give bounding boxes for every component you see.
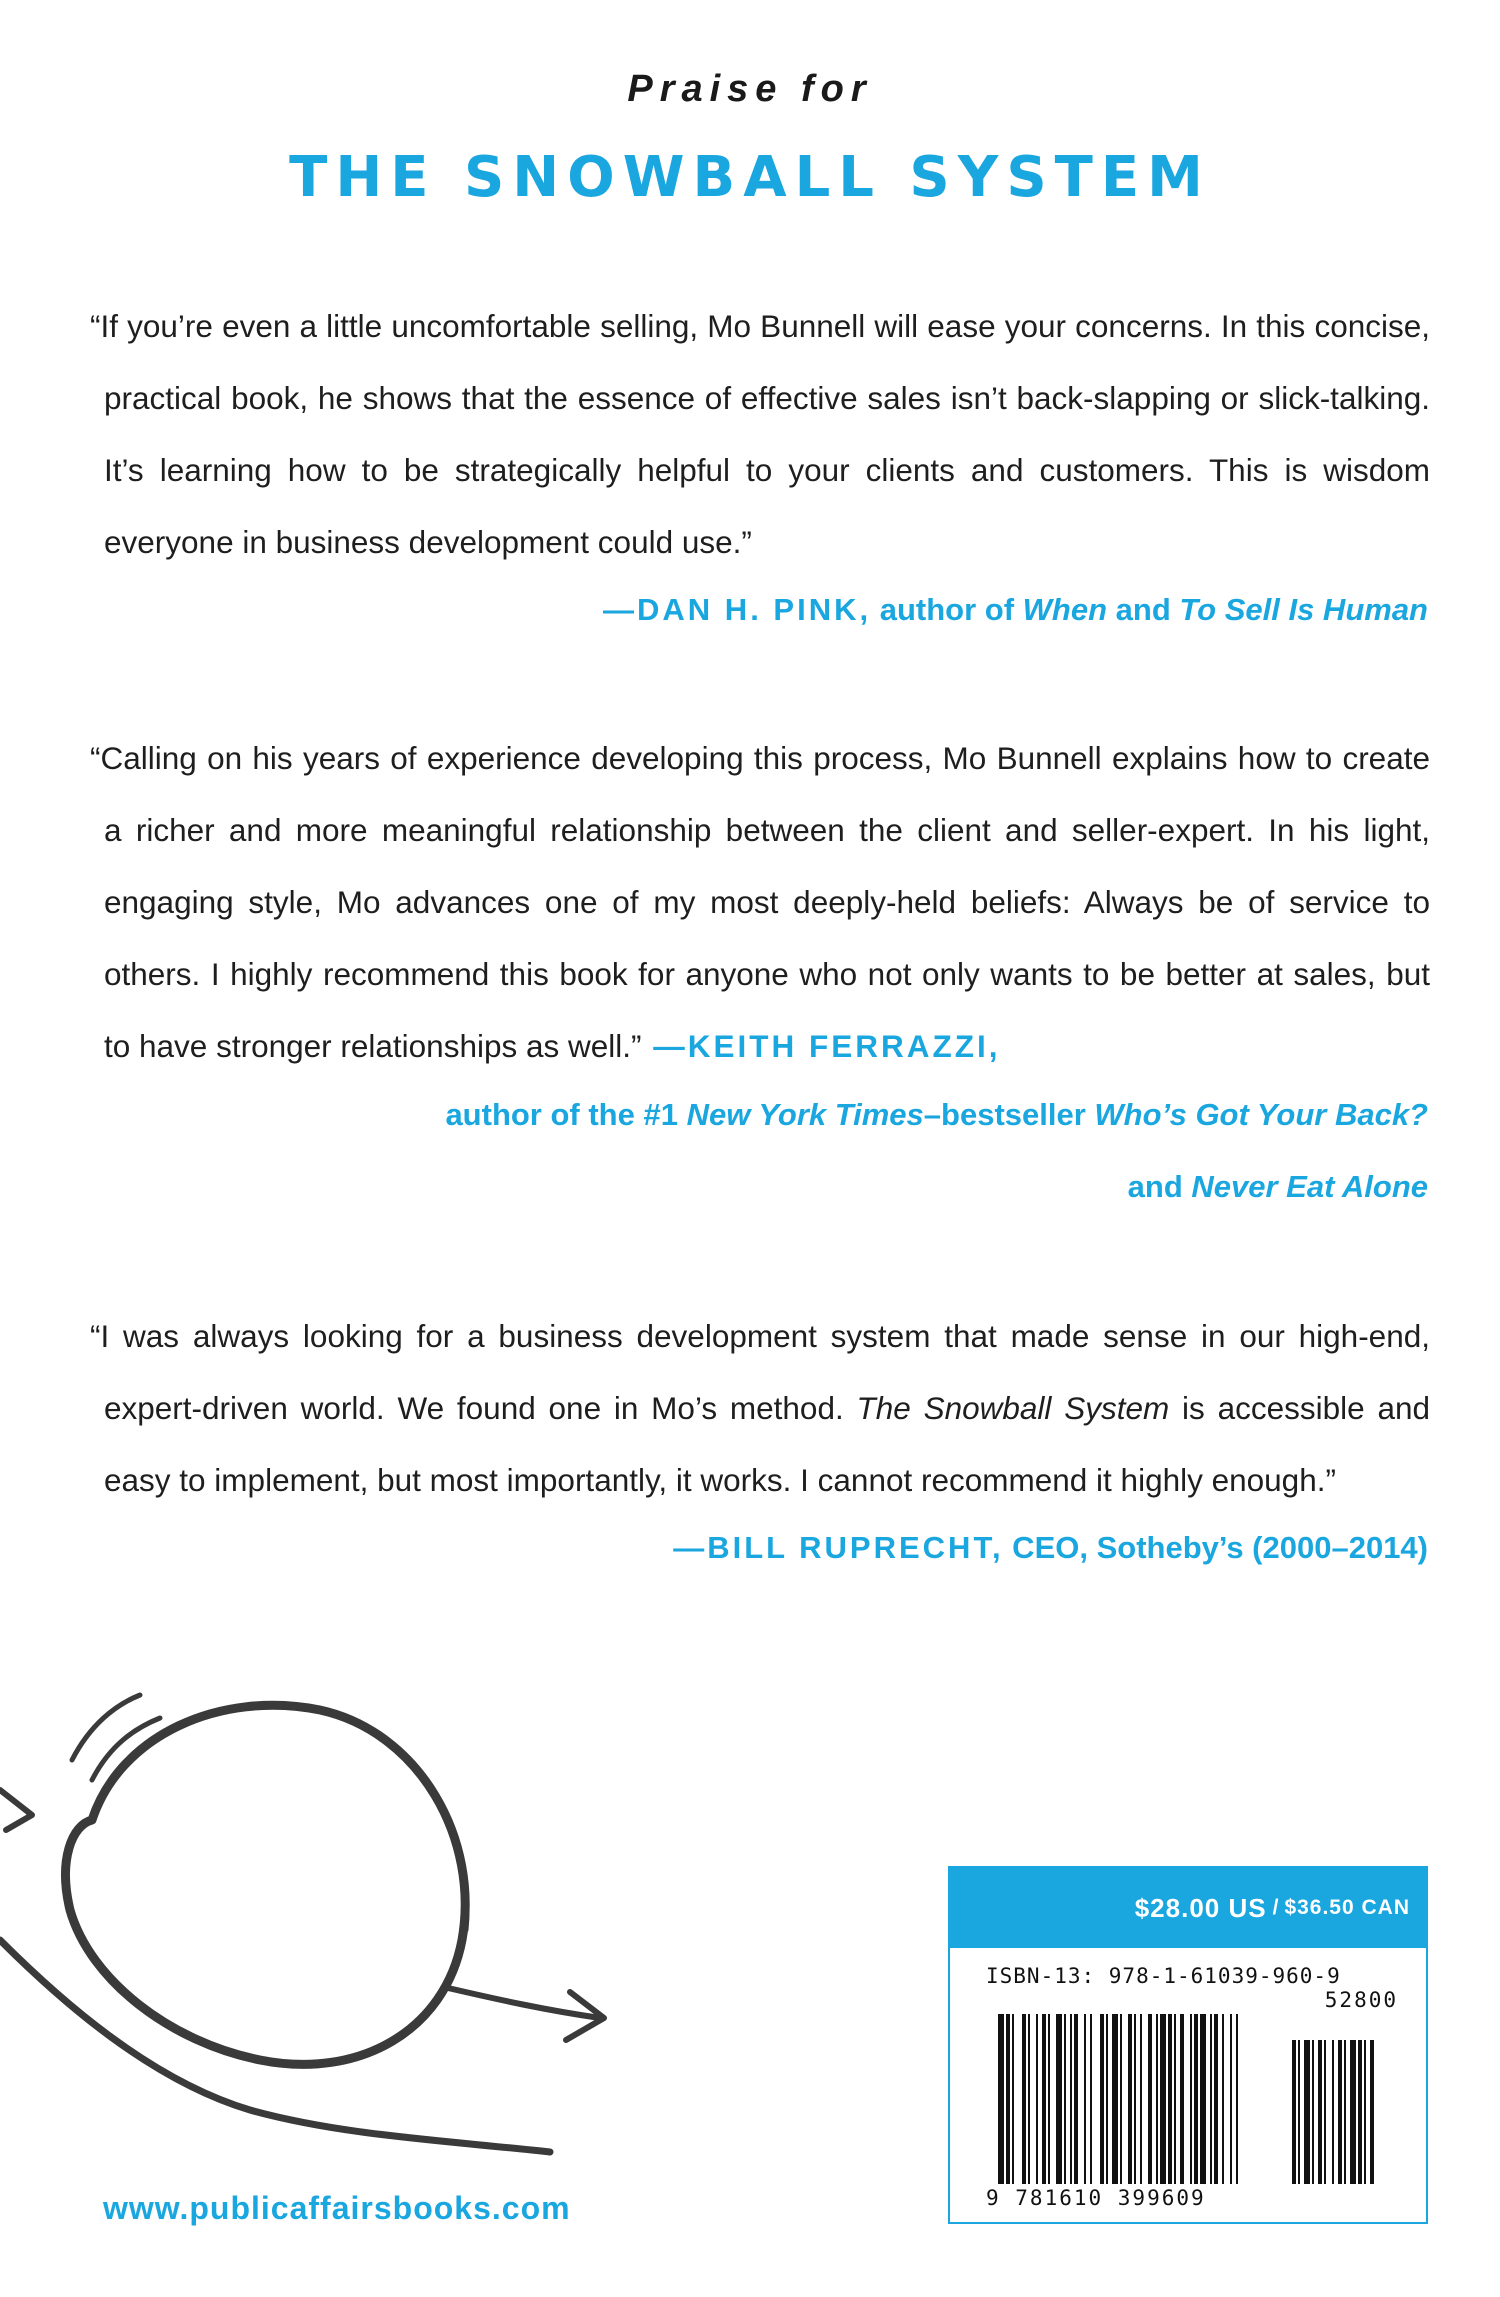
barcode-bar bbox=[1160, 2014, 1166, 2184]
barcode-bar bbox=[1128, 2014, 1132, 2184]
quote-text: “If you’re even a little uncomfortable selling, Mo Bunnell will ease your concerns. In this concise, practical book, he shows that the essence of effective sales isn’t back-slapping or slick-talking. It’s learning how to be strategically helpful to your clients and customers. This is wisdom everyone in business development could use.” bbox=[90, 308, 1430, 560]
attribution-ferrazzi-line-3 bbox=[1128, 1169, 1428, 1205]
barcode-bar bbox=[1214, 2014, 1218, 2184]
barcode-bar bbox=[1090, 2014, 1092, 2184]
praise-for-heading: Praise for bbox=[627, 68, 873, 110]
barcode-bar bbox=[1112, 2014, 1118, 2184]
attribution-ferrazzi-line-2 bbox=[445, 1097, 1428, 1133]
barcode-bar bbox=[1190, 2014, 1192, 2184]
barcode-bar bbox=[1028, 2014, 1030, 2184]
barcode-addon-bar bbox=[1344, 2040, 1346, 2184]
barcode-area bbox=[986, 1964, 1402, 2210]
quote-pink bbox=[90, 290, 1430, 578]
barcode-bar bbox=[1006, 2014, 1010, 2184]
attribution-pink bbox=[603, 592, 1428, 628]
price-can: $36.50 CAN bbox=[1284, 1896, 1410, 1919]
barcode-addon-bar bbox=[1332, 2040, 1334, 2184]
barcode-bar bbox=[1194, 2014, 1198, 2184]
price-separator: / bbox=[1272, 1896, 1279, 1919]
attribution-book-title: When bbox=[1022, 592, 1108, 627]
price-code: 52800 bbox=[1324, 1988, 1398, 2012]
barcode-addon-bar bbox=[1338, 2040, 1342, 2184]
book-title: THE SNOWBALL SYSTEM bbox=[289, 145, 1211, 210]
barcode-addon-bar bbox=[1370, 2040, 1374, 2184]
barcode-bar bbox=[1048, 2014, 1050, 2184]
barcode-bar bbox=[1036, 2014, 1038, 2184]
barcode-addon-bar bbox=[1304, 2040, 1310, 2184]
barcode-digits: 9 781610 399609 bbox=[986, 2186, 1206, 2210]
barcode-addon-bar bbox=[1324, 2040, 1326, 2184]
barcode-bar bbox=[1070, 2014, 1072, 2184]
price-band bbox=[950, 1868, 1426, 1948]
barcode-bar bbox=[1148, 2014, 1152, 2184]
barcode-bar bbox=[1222, 2014, 1224, 2184]
barcode-addon-bar bbox=[1312, 2040, 1314, 2184]
quote-ruprecht bbox=[90, 1300, 1430, 1516]
attribution-text: and bbox=[1127, 1169, 1192, 1204]
quote-text bbox=[90, 722, 1430, 1082]
barcode-addon-bar bbox=[1358, 2040, 1362, 2184]
barcode-bar bbox=[1174, 2014, 1176, 2184]
barcode-bar bbox=[1106, 2014, 1108, 2184]
attribution-name: —DAN H. PINK, bbox=[603, 592, 872, 627]
attribution-book-title: Who’s Got Your Back? bbox=[1094, 1097, 1428, 1132]
barcode-bar bbox=[1120, 2014, 1122, 2184]
barcode-addon-bar bbox=[1350, 2040, 1356, 2184]
barcode-addon-bar bbox=[1292, 2040, 1296, 2184]
barcode-bar bbox=[998, 2014, 1004, 2184]
quote-body: is accessible and easy to implement, but most importantly, it works. I cannot recommend it highly enough.” bbox=[104, 1390, 1430, 1498]
barcode-bar bbox=[1100, 2014, 1104, 2184]
attribution-text: and bbox=[1107, 592, 1180, 627]
barcode-addon-bar bbox=[1318, 2040, 1322, 2184]
barcode-bar bbox=[1056, 2014, 1062, 2184]
quote-text bbox=[90, 1300, 1430, 1516]
attribution-ruprecht bbox=[673, 1530, 1428, 1566]
quote-ferrazzi bbox=[90, 722, 1430, 1082]
snowball-drawing bbox=[0, 1640, 640, 2180]
barcode-bar bbox=[1074, 2014, 1078, 2184]
attribution-book-title: To Sell Is Human bbox=[1179, 592, 1428, 627]
barcode-bar bbox=[1140, 2014, 1142, 2184]
barcode-bar bbox=[1236, 2014, 1238, 2184]
barcode-bar bbox=[1084, 2014, 1086, 2184]
attribution-name: —BILL RUPRECHT, bbox=[673, 1530, 1004, 1565]
isbn-label: ISBN-13: 978-1-61039-960-9 bbox=[986, 1964, 1341, 1988]
barcode-bar bbox=[1180, 2014, 1184, 2184]
barcode-bar bbox=[1156, 2014, 1158, 2184]
barcode-icon bbox=[986, 2014, 1402, 2184]
attribution-name: —KEITH FERRAZZI, bbox=[641, 1028, 1001, 1064]
attribution-text: author of bbox=[871, 592, 1023, 627]
barcode-bar bbox=[1022, 2014, 1026, 2184]
barcode-bar bbox=[1168, 2014, 1172, 2184]
attribution-text: CEO, Sotheby’s (2000–2014) bbox=[1003, 1530, 1428, 1565]
barcode-bar bbox=[1134, 2014, 1136, 2184]
quote-body: “I was always looking for a business development system that made sense in our high-end, expert-driven world. We found one in Mo’s method. bbox=[90, 1318, 1430, 1426]
attribution-book-title: New York Times bbox=[686, 1097, 924, 1132]
attribution-book-title: Never Eat Alone bbox=[1191, 1169, 1428, 1204]
barcode-bar bbox=[1012, 2014, 1014, 2184]
attribution-text: –bestseller bbox=[923, 1097, 1095, 1132]
publisher-website-link[interactable]: www.publicaffairsbooks.com bbox=[103, 2190, 571, 2226]
barcode-bar bbox=[1230, 2014, 1232, 2184]
barcode-addon-bar bbox=[1298, 2040, 1300, 2184]
attribution-text: author of the #1 bbox=[445, 1097, 687, 1132]
barcode-addon-bar bbox=[1364, 2040, 1366, 2184]
price-barcode-box bbox=[948, 1866, 1428, 2224]
barcode-bar bbox=[1210, 2014, 1212, 2184]
quote-body: “Calling on his years of experience developing this process, Mo Bunnell explains how to create a richer and more meaningful relationship between the client and seller-expert. In his light, engaging style, Mo advances one of my most deeply-held beliefs: Always be of service to others. I highly recommend this book for anyone who not only wants to be better at sales, but to have stronger relationships as well.” bbox=[90, 740, 1430, 1064]
quote-book-title: The Snowball System bbox=[856, 1390, 1170, 1426]
barcode-bar bbox=[1200, 2014, 1206, 2184]
barcode-bar bbox=[1042, 2014, 1046, 2184]
barcode-bar bbox=[1064, 2014, 1066, 2184]
price-us: $28.00 US bbox=[1134, 1892, 1267, 1923]
